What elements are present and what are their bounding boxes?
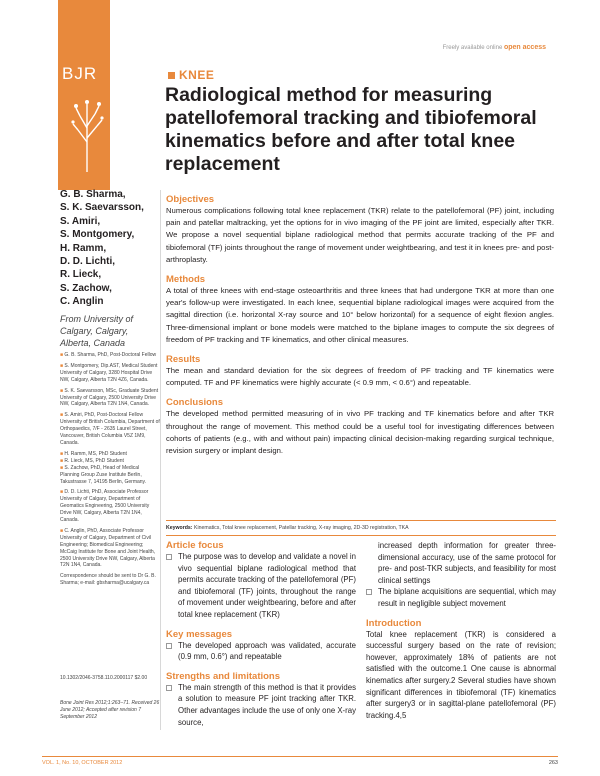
author: S. K. Saevarsson, — [60, 202, 144, 214]
footer-volume: VOL. 1, No. 10, OCTOBER 2012 — [42, 760, 123, 766]
conclusions-text: The developed method permitted measuring of in vivo PF tracking and TF kinematics before and after TKR throughout the range of movement. This method could be a useful tool for investigating differences between cohorts of patients (e.g., with and without pain) impacting clinical decision-making regarding surgical technique, revision surgery or implant design. — [166, 409, 554, 456]
article-focus-item: The purpose was to develop and validate a novel in vivo sequential biplane radiological method that permits accurate tracking of the patellofemoral (PF) and tibiofemoral (TF) joints, throughout the range of movement under weightbearing, before and after total knee replacement (TKR) — [166, 551, 356, 621]
author: G. B. Sharma, — [60, 189, 126, 200]
publication-dates: Bone Joint Res 2012;1:263–71. Received 26 June 2012; Accepted after revision 7 September 2012 — [60, 700, 160, 720]
journal-logo: BJR — [62, 64, 98, 83]
column-divider — [160, 190, 161, 730]
affiliation: ■ S. K. Saevarsson, MSc, Graduate Student University of Calgary, 2500 University Drive NW, Calgary, Alberta T2N 1N4, Canada. — [60, 387, 159, 408]
affiliation: ■ S. Amiri, PhD, Post-Doctoral Fellow University of British Columbia, Department of Orthopaedics, 7/F - 2635 Laurel Street, Vancouver, British Columbia V5Z 1M9, Canada. — [60, 412, 160, 446]
section-tag — [168, 68, 214, 82]
affiliation: ■ R. Lieck, MS, PhD Student — [60, 457, 124, 464]
bullet-square-icon — [166, 643, 172, 649]
keywords — [166, 520, 556, 536]
tree-logo-icon — [70, 92, 104, 172]
strengths-item: The main strength of this method is that it provides a solution to measure PF joint tracking after TKR. Other advantages include the use of only one X-ray source, — [166, 682, 356, 728]
article-focus-heading: Article focus — [166, 540, 224, 551]
methods-heading: Methods — [166, 274, 206, 286]
correspondence: Correspondence should be sent to Dr G. B. Sharma; e-mail: gbsharma@ucalgary.ca — [60, 573, 156, 587]
introduction-text: Total knee replacement (TKR) is considered a successful surgery based on the rate of revision; however, approximately 18% of patients are not satisfied with the outcome.1 One cause is abnormal kinematics after surgery.2 Several studies have shown significant differences in tibiofemoral (TF) kinematics after surgery3 or in sagittal-plane patellofemoral (PF) tracking.4,5 — [366, 629, 556, 720]
author: D. D. Lichti, — [60, 256, 115, 268]
author-list — [60, 188, 160, 309]
doi: 10.1302/2046-3758.110.2000117 $2.00 — [60, 675, 148, 681]
summary-boxes — [166, 540, 356, 728]
affiliation: ■ S. Montgomery, Dip.AST, Medical Student University of Calgary, 3280 Hospital Drive NW, Calgary, Alberta T2N 4Z6, Canada. — [60, 362, 158, 383]
objectives-heading: Objectives — [166, 194, 215, 205]
section-label: KNEE — [179, 68, 215, 82]
open-access-label: open access — [503, 44, 546, 51]
strengths-item-2: The biplane acquisitions are sequential, which may result in negligible subject movement — [366, 586, 556, 609]
conclusions-heading: Conclusions — [166, 397, 224, 409]
results-heading: Results — [166, 354, 201, 366]
author: R. Lieck, — [60, 269, 102, 281]
strengths-heading: Strengths and limitations — [166, 670, 281, 682]
methods-text: A total of three knees with end-stage osteoarthritis and three knees that had undergone TKR at more than one year's follow-up were investigated. In each knee, sequential biplane radiological images were acquired from the sagittal direction (i.e. horizontal X-ray source and 10° below horizontal) for a sequence of eight flexion angles. Three-dimensional implant or bone models were matched to the biplane images to compute the six degrees of freedom of PF tracking and TF kinematics, and other clinical measures. — [166, 286, 554, 344]
section-square-icon — [168, 72, 175, 79]
author: S. Montgomery, — [60, 229, 135, 241]
keywords-label: Keywords: — [166, 525, 193, 531]
affiliations — [60, 352, 160, 591]
key-messages-heading: Key messages — [166, 628, 233, 640]
open-access-prefix: Freely available online — [442, 45, 503, 51]
abstract — [166, 194, 554, 457]
objectives-text: Numerous complications following total knee replacement (TKR) relate to the patellofemoral (PF) joint, including pain and patellar maltracking, yet the options for in vivo imaging of the PF joint are limited, especially after TKR. We propose a novel sequential biplane radiological method that permits accurate tracking of the PF and tibiofemoral (TF) joints throughout the range of movement under weightbearing, and test it in knees pre- and post-arthroplasty. — [166, 206, 554, 264]
article-title: Radiological method for measuring patellofemoral tracking and tibiofemoral kinematics before and after total knee replacement — [165, 84, 537, 175]
keywords-text: Kinematics, Total knee replacement, Patellar tracking, X-ray imaging, 2D-3D registration, TKA — [193, 525, 409, 531]
bullet-square-icon — [166, 685, 172, 691]
institution-line: From University of Calgary, Calgary, Alberta, Canada — [60, 314, 134, 348]
affiliation: ■ D. D. Lichti, PhD, Associate Professor University of Calgary, Department of Geomatics Engineering, 2500 University Drive NW, Calgary, Alberta T2N 1N4, Canada. — [60, 489, 150, 524]
results-text: The mean and standard deviation for the six degrees of freedom of PF tracking and TF kinematics were computed. TF and PF kinematics were highly accurate (< 0.9 mm, < 0.6°) and repeatable. — [166, 366, 554, 388]
author: H. Ramm, — [60, 242, 107, 254]
page-number: 263 — [548, 760, 558, 766]
introduction-heading: Introduction — [366, 617, 422, 629]
footer-rule — [42, 756, 558, 757]
affiliation: ■ H. Ramm, MS, PhD Student — [60, 450, 127, 457]
author: S. Amiri, — [60, 215, 101, 227]
strengths-continued: increased depth information for greater three-dimensional accuracy, use of the same protocol for pre- and post-TKR subjects, and feasibility for most clinical settings — [378, 541, 556, 585]
bullet-square-icon — [166, 554, 172, 560]
bullet-square-icon — [366, 589, 372, 595]
author: S. Zachow, — [60, 282, 112, 294]
affiliation: ■ C. Anglin, PhD, Associate Professor University of Calgary, Department of Civil Engineering; Biomedical Engineering; McCaig Institute for Bone and Joint Health, 2500 University Drive NW, Calgary, Alberta T2N 1N4, Canada. — [60, 527, 156, 569]
key-messages-item: The developed approach was validated, accurate (0.9 mm, 0.6°) and repeatable — [166, 640, 356, 663]
affiliation: ■ G. B. Sharma, PhD, Post-Doctoral Fellow — [60, 352, 157, 358]
open-access-badge — [443, 44, 546, 51]
affiliation: ■ S. Zachow, PhD, Head of Medical Planning Group Zuse Institute Berlin, Takustrasse 7, 14195 Berlin, Germany. — [60, 464, 147, 485]
author: C. Anglin — [60, 296, 104, 308]
right-column — [366, 540, 556, 721]
